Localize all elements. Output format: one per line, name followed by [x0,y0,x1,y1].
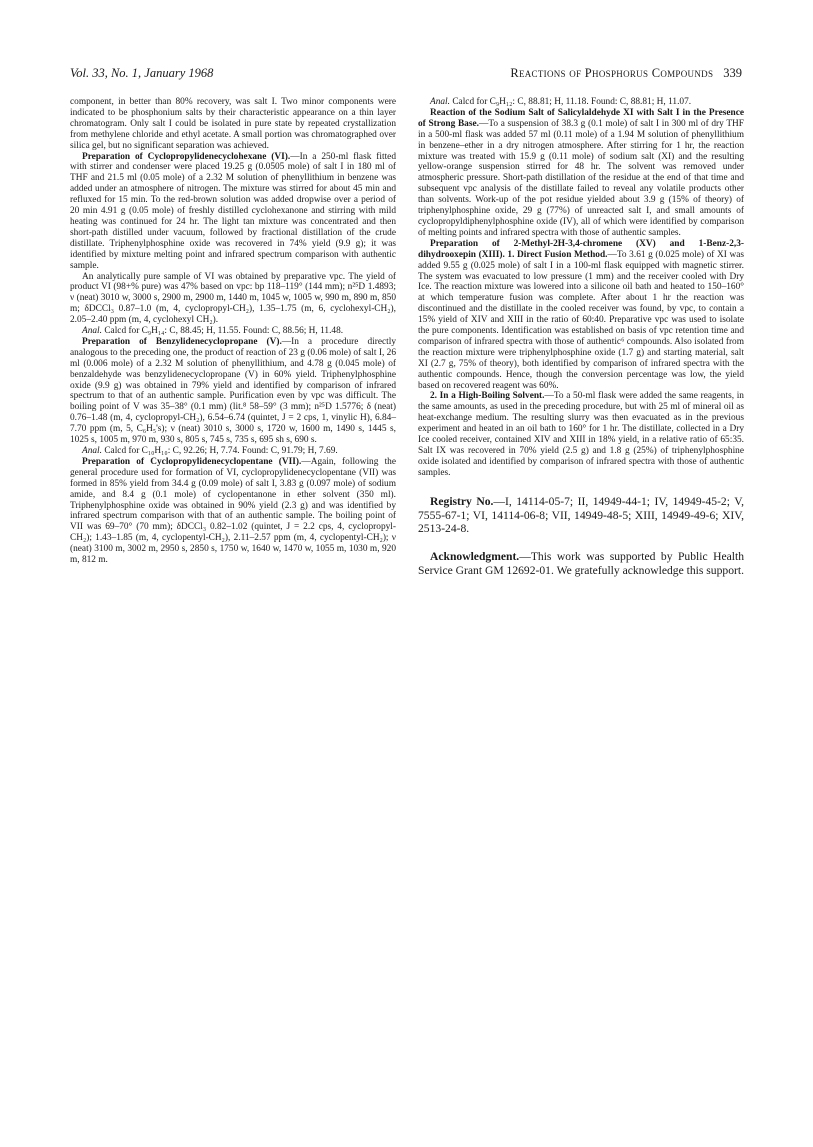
paragraph-high-boiling [418,391,744,478]
anal-values: Calcd for C₉H₁₄: C, 88.45; H, 11.55. Found: C, 88.56; H, 11.48. [101,326,344,337]
section-heading-prep-v: Preparation of Benzylidenecyclopropane (V). [82,336,282,347]
section-heading-chromene: Preparation of 2-Methyl-2H-3,4-chromene (XV) and 1-Benz-2,3-dihydrooxepin (XIII). 1. Direct Fusion Method. [418,238,744,260]
running-title: Reactions of Phosphorus Compounds [510,66,714,80]
paragraph-vi-elemental [70,326,396,337]
anal-label: Anal. [430,97,450,107]
paragraph-prep-vii-body: —Again, following the general procedure used for formation of VI, cyclopropylidenecyclopentane (VII) was formed in 85% yield from 34.4 g (0.09 mole) of salt I, 3.83 g (0.097 mole) of sodium amide, and 8.4 g (0.1 mole) of cyclopentanone in ether solvent (350 ml). Triphenylphosphine oxide was obtained in 90% yield (2.3 g) and was identified by infrared spectrum comparison with that of an authentic sample. The boiling point of VII was 69–70° (70 mm); δDCCl₃ 0.82–1.02 (quintet, J = 2.2 cps, 4, cyclopropyl-CH₂); 1.43–1.85 (m, 4, cyclopentyl-CH₂), 2.11–2.57 ppm (m, 4, cyclopentyl-CH₂); ν (neat) 3100 m, 3002 m, 2950 s, 2850 s, 1750 w, 1640 w, 1470 w, 1055 m, 1030 m, 920 m, 812 m. [70,456,396,566]
paragraph-salt-recovery: component, in better than 80% recovery, was salt I. Two minor components were indicated to be phosphonium salts by their characteristic appearance on a thin layer chromatogram. Only salt I could be isolated in pure state by repeated crystallization from methylene chloride and ethyl acetate. A small portion was chromatographed over silica gel, but no significant separation was achieved. [70,97,396,151]
running-header-right [510,66,742,81]
paragraph-chromene-prep [418,239,744,392]
paragraph-vii-elemental [418,97,744,108]
paragraph-prep-v [70,337,396,446]
left-column [70,97,396,566]
paragraph-prep-vi [70,152,396,272]
anal-label: Anal. [82,446,102,456]
paragraph-vi-analysis: An analytically pure sample of VI was obtained by preparative vpc. The yield of product VI (98+% pure) was 47% based on vpc: bp 118–119° (144 mm); n²⁵D 1.4893; ν (neat) 3010 w, 3000 s, 2900 m, 2900 m, 1440 m, 1045 w, 1005 w, 990 m, 890 m, 850 m; δDCCl₃ 0.87–1.0 (m, 4, cyclopropyl-CH₂), 1.35–1.75 (m, 6, cyclohexyl-CH₂), 2.05–2.40 ppm (m, 4, cyclohexyl CH₂). [70,271,396,326]
paragraph-prep-v-body: —In a procedure directly analogous to the preceding one, the product of reaction of 23 g (0.06 mole) of salt I, 26 ml (0.006 mole) of a 2.32 M solution of phenyllithium, and 4.78 g (0.045 mole) of benzaldehyde was benzylidenecyclopropane (V) in 60% yield. Triphenylphosphine oxide (9.9 g) was obtained in 79% yield and identified by comparison of infrared spectrum to that of an authentic sample. Purification even by vpc was difficult. The boiling point of V was 35–38° (0.1 mm) (lit.⁸ 58–59° (3 mm); n²⁵D 1.5776; δ (neat) 0.76–1.48 (m, 4, cyclopropyl-CH₂), 6.54–6.74 (quintet, J = 2 cps, 1, vinylic H), 6.84–7.70 ppm (m, 5, C₆H₅'s); ν (neat) 3010 s, 3000 s, 1720 w, 1600 m, 1490 s, 1445 s, 1025 s, 1005 m, 970 m, 930 s, 805 s, 745 s, 735 s, 695 sh s, 690 s. [70,336,396,446]
paragraph-sodium-salt-body: —To a suspension of 38.3 g (0.1 mole) of salt I in 300 ml of dry THF in a 500-ml flask was added 57 ml (0.11 mole) of a 1.94 M solution of phenyllithium in benzene–ether in a dry nitrogen atmosphere. After stirring for 1 hr, the reaction mixture was treated with 15.9 g (0.11 mole) of sodium salt (XI) and the resulting yellow-orange suspension stirred for 48 hr. The solvent was removed under atmospheric pressure. Short-path distillation of the residue at the end of that time and subsequent vpc analysis of the distillate failed to reveal any volatile products other than solvents. Work-up of the pot residue yielded about 3.9 g (15% of theory) of triphenylphosphine oxide, 29 g (77%) of unreacted salt I, and small amounts of cyclopropyldiphenylphosphine oxide (IV), all of which were identified by comparison of melting points and infrared spectra with those of authentic samples. [418,118,744,238]
right-column [418,97,744,578]
anal-label: Anal. [82,326,102,337]
acknowledgment-text: —This work was supported by Public Health Service Grant GM 12692-01. We gratefully acknowledge this support. [418,550,744,577]
acknowledgment [418,550,744,578]
anal-values: Calcd for C₉H₁₂: C, 88.81; H, 11.18. Found: C, 88.81; H, 11.07. [449,97,692,107]
paragraph-v-elemental [70,446,396,457]
section-heading-prep-vii: Preparation of Cyclopropylidenecyclopentane (VII). [82,456,302,467]
paragraph-high-boiling-body: —To a 50-ml flask were added the same reagents, in the same amounts, as used in the preceding procedure, but with 25 ml of mineral oil as heat-exchange medium. The resulting slurry was then evacuated as in the previous experiment and heated in an oil bath to 160° for 1 hr. The distillate, collected in a Dry Ice cooled receiver, contained XIV and XIII in 18% yield, in a relative ratio of 65:35. Salt IX was recovered in 70% yield (2.5 g) and 1.8 g (25%) of triphenylphosphine oxide isolated and identified by comparison of infrared spectra with those of authentic samples. [418,391,744,478]
section-heading-sodium-salt: Reaction of the Sodium Salt of Salicylaldehyde XI with Salt I in the Presence of Strong Base. [418,107,744,129]
section-heading-high-boiling: 2. In a High-Boiling Solvent. [430,391,545,402]
registry-heading: Registry No. [430,494,494,508]
paragraph-prep-vii [70,457,396,566]
paragraph-prep-vi-body: —In a 250-ml flask fitted with stirrer and condenser were placed 19.25 g (0.0505 mole) of salt I in 180 ml of THF and 21.5 ml (0.05 mole) of a 2.32 M solution of phenyllithium in benzene was added under an atmosphere of nitrogen. The mixture was stirred for about 45 min and refluxed for 15 min. To the red-brown solution was added dropwise over a period of 20 min 4.91 g (0.05 mole) of freshly distilled cyclohexanone and stirring with mild heating was continued for 24 hr. The light tan mixture was concentrated and then short-path distilled under vacuum, followed by fractional distillation of the crude distillate. Triphenylphosphine oxide was recovered in 74% yield (9.9 g); it was identified by mixture melting point and infrared spectrum comparison with authentic sample. [70,151,396,271]
acknowledgment-heading: Acknowledgment. [430,550,520,564]
paragraph-chromene-body: —To 3.61 g (0.025 mole) of XI was added 9.55 g (0.025 mole) of salt I in a 100-ml flask equipped with magnetic stirrer. The system was evacuated to low pressure (1 mm) and the receiver cooled with Dry Ice. The reaction mixture was lowered into a silicone oil bath and heated to 150–160° at which temperature fusion was complete. After about 1 hr the reaction was discontinued and the distillate in the cooled receiver was found, by vpc, to contain a 15% yield of XIV and XIII in the ratio of 60:40. Preparative vpc was used to isolate the pure components. Identification was established on basis of vpc retention time and comparison of infrared spectra with those of authentic⁶ compounds. Also isolated from the reaction mixture were triphenylphosphine oxide (1.7 g) and starting material, salt XI (2.7 g, 75% of theory), both identified by comparison of infrared spectra with the authentic compounds. Hence, though the conversion percentage was low, the yield based on recovered reagent was 60%. [418,249,744,391]
registry-numbers [418,495,744,536]
section-heading-prep-vi: Preparation of Cyclopropylidenecyclohexane (VI). [82,151,291,162]
journal-citation: Vol. 33, No. 1, January 1968 [70,66,214,80]
running-header [70,66,742,86]
registry-list: —I, 14114-05-7; II, 14949-44-1; IV, 14949-45-2; V, 7555-67-1; VI, 14114-06-8; VII, 14949-48-5; XIII, 14949-49-6; XIV, 2513-24-8. [418,494,744,536]
anal-values: Calcd for C₁₀H₁₀: C, 92.26; H, 7.74. Found: C, 91.79; H, 7.69. [101,446,338,456]
paragraph-sodium-salt-reaction [418,108,744,239]
page-number: 339 [723,66,742,80]
